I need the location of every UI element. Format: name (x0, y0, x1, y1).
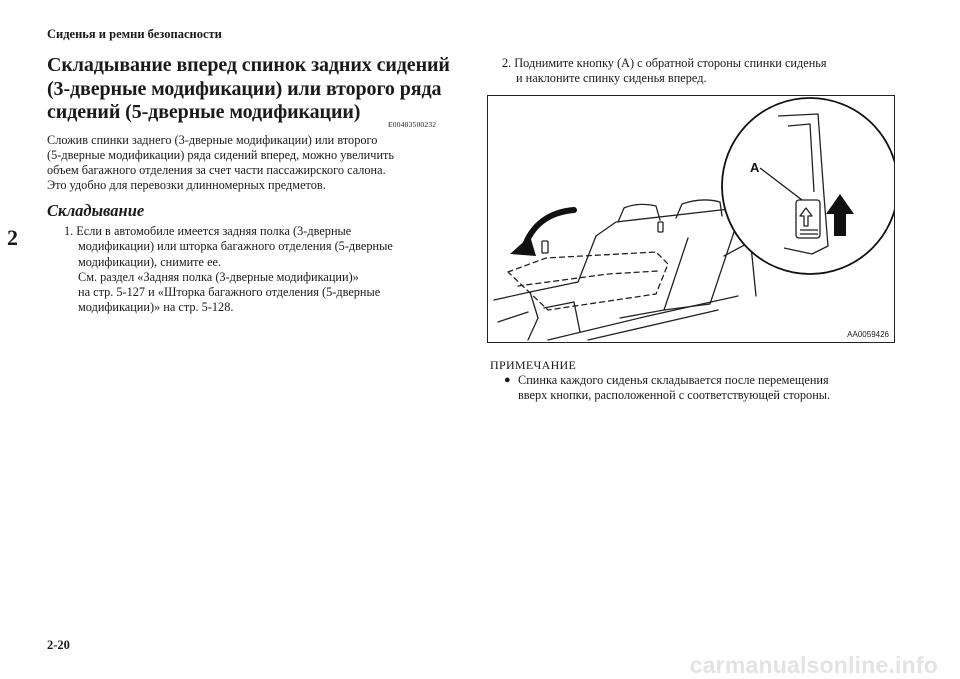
bullet-icon: ● (504, 374, 511, 386)
subsection-title: Складывание (47, 201, 145, 220)
step-1-line: модификации) или шторка багажного отделения (5-дверные (78, 239, 393, 254)
section-title (47, 54, 457, 125)
section-title-line: Складывание вперед спинок задних сидений (47, 54, 450, 76)
note-item (504, 373, 830, 404)
seat-latch-shape (542, 241, 548, 253)
intro-paragraph (47, 133, 467, 193)
intro-line: Это удобно для перевозки длинномерных предметов. (47, 178, 326, 192)
intro-line: объем багажного отделения за счет части пассажирского салона. (47, 163, 386, 177)
intro-line: Сложив спинки заднего (3-дверные модификации) или второго (47, 133, 378, 147)
step-1 (64, 224, 474, 316)
callout-label-a: A (750, 160, 760, 175)
step-1-line: 1. Если в автомобиле имеется задняя полка (3-дверные (64, 224, 352, 238)
section-code: E00403500232 (388, 120, 437, 129)
step-2 (502, 56, 922, 87)
watermark: carmanualsonline.info (689, 652, 938, 678)
chapter-tab: 2 (7, 225, 18, 250)
section-title-line: сидений (5-дверные модификации) (47, 101, 361, 123)
figure-code: AA0059426 (847, 330, 889, 339)
seat-back-shape (596, 208, 740, 318)
note-line: Спинка каждого сиденья складывается после перемещения (518, 373, 829, 387)
seat-illustration-drawing (488, 96, 894, 342)
seat-folding-illustration (487, 95, 895, 343)
step-2-line: 2. Поднимите кнопку (A) с обратной стороны спинки сиденья (502, 56, 827, 70)
step-1-line: на стр. 5-127 и «Шторка багажного отделения (5-дверные (78, 285, 381, 300)
step-1-line: См. раздел «Задняя полка (3-дверные модификации)» (78, 269, 359, 284)
step-2-line: и наклоните спинку сиденья вперед. (516, 71, 707, 86)
step-1-line: модификации)» на стр. 5-128. (78, 300, 234, 315)
section-title-line: (3-дверные модификации) или второго ряда (47, 77, 442, 100)
note-title: ПРИМЕЧАНИЕ (490, 358, 577, 372)
headrest-shape (676, 200, 722, 218)
running-header: Сиденья и ремни безопасности (47, 27, 222, 41)
intro-line: (5-дверные модификации) ряда сидений вперед, можно увеличить (47, 148, 395, 162)
folded-seat-back-shape (508, 252, 668, 310)
fold-arrow-head (510, 236, 536, 256)
note-line: вверх кнопки, расположенной с соответствующей стороны. (518, 388, 831, 403)
step-1-line: модификации), снимите ее. (78, 254, 222, 269)
page-number: 2-20 (47, 638, 70, 652)
